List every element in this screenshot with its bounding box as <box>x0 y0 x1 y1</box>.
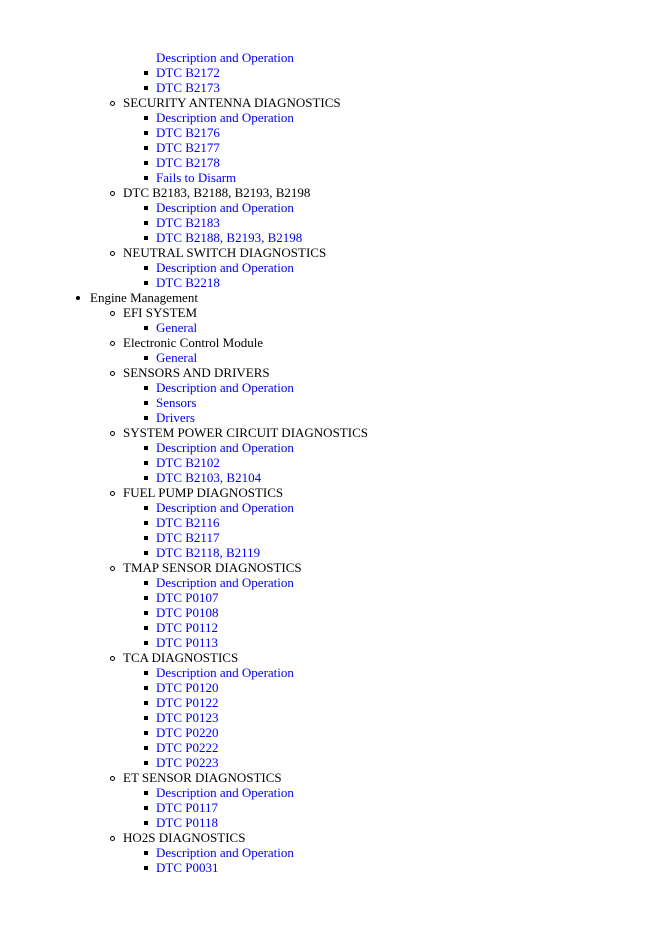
toc-heading: TMAP SENSOR DIAGNOSTICS <box>123 560 302 575</box>
toc-link[interactable]: General <box>156 320 198 335</box>
toc-link[interactable]: DTC P0222 <box>156 740 219 755</box>
toc-heading: NEUTRAL SWITCH DIAGNOSTICS <box>123 245 327 260</box>
toc-heading: SENSORS AND DRIVERS <box>123 365 270 380</box>
toc-link[interactable]: DTC B2103, B2104 <box>156 470 262 485</box>
toc-link[interactable]: DTC B2172 <box>156 65 220 80</box>
toc-link[interactable]: Description and Operation <box>156 380 294 395</box>
toc-link[interactable]: Description and Operation <box>156 110 294 125</box>
toc-heading: Engine Management <box>90 290 198 305</box>
toc-link[interactable]: DTC P0220 <box>156 725 219 740</box>
toc-link[interactable]: Description and Operation <box>156 260 294 275</box>
toc-heading: TCA DIAGNOSTICS <box>123 650 239 665</box>
toc-link[interactable]: DTC P0112 <box>156 620 218 635</box>
toc-link[interactable]: DTC B2176 <box>156 125 220 140</box>
toc-link[interactable]: DTC P0120 <box>156 680 219 695</box>
toc-link[interactable]: Description and Operation <box>156 665 294 680</box>
toc-heading: DTC B2183, B2188, B2193, B2198 <box>123 185 311 200</box>
toc-link[interactable]: DTC B2173 <box>156 80 220 95</box>
toc-link[interactable]: DTC B2102 <box>156 455 220 470</box>
toc-link[interactable]: DTC P0122 <box>156 695 219 710</box>
toc-link[interactable]: DTC P0107 <box>156 590 219 605</box>
toc-link[interactable]: Description and Operation <box>156 845 294 860</box>
toc-link[interactable]: DTC P0108 <box>156 605 219 620</box>
toc-heading: HO2S DIAGNOSTICS <box>123 830 246 845</box>
toc-link[interactable]: DTC P0117 <box>156 800 218 815</box>
toc-heading: FUEL PUMP DIAGNOSTICS <box>123 485 284 500</box>
toc-link[interactable]: Sensors <box>156 395 197 410</box>
toc-link[interactable]: DTC B2177 <box>156 140 220 155</box>
toc-link[interactable]: DTC B2183 <box>156 215 220 230</box>
toc-link[interactable]: DTC P0223 <box>156 755 219 770</box>
toc-heading: SYSTEM POWER CIRCUIT DIAGNOSTICS <box>123 425 368 440</box>
toc-link[interactable]: DTC B2118, B2119 <box>156 545 261 560</box>
toc-link[interactable]: General <box>156 350 198 365</box>
toc-link[interactable]: DTC P0123 <box>156 710 219 725</box>
toc-link[interactable]: DTC B2116 <box>156 515 220 530</box>
toc-link[interactable]: DTC B2117 <box>156 530 220 545</box>
toc-link[interactable]: Description and Operation <box>156 785 294 800</box>
toc-link[interactable]: DTC B2218 <box>156 275 220 290</box>
toc-link[interactable]: Description and Operation <box>156 575 294 590</box>
toc-link[interactable]: DTC P0113 <box>156 635 218 650</box>
toc-heading: Electronic Control Module <box>123 335 264 350</box>
toc-link[interactable]: DTC B2188, B2193, B2198 <box>156 230 303 245</box>
toc-link[interactable]: Drivers <box>156 410 195 425</box>
toc-link[interactable]: Description and Operation <box>156 200 294 215</box>
toc-link[interactable]: Fails to Disarm <box>156 170 237 185</box>
toc-link[interactable]: DTC P0031 <box>156 860 219 875</box>
toc-heading: EFI SYSTEM <box>123 305 198 320</box>
toc-link[interactable]: Description and Operation <box>156 50 294 65</box>
toc-link[interactable]: DTC B2178 <box>156 155 220 170</box>
toc-heading: SECURITY ANTENNA DIAGNOSTICS <box>123 95 341 110</box>
toc-link[interactable]: Description and Operation <box>156 440 294 455</box>
toc-link[interactable]: DTC P0118 <box>156 815 218 830</box>
toc-heading: ET SENSOR DIAGNOSTICS <box>123 770 282 785</box>
toc-link[interactable]: Description and Operation <box>156 500 294 515</box>
